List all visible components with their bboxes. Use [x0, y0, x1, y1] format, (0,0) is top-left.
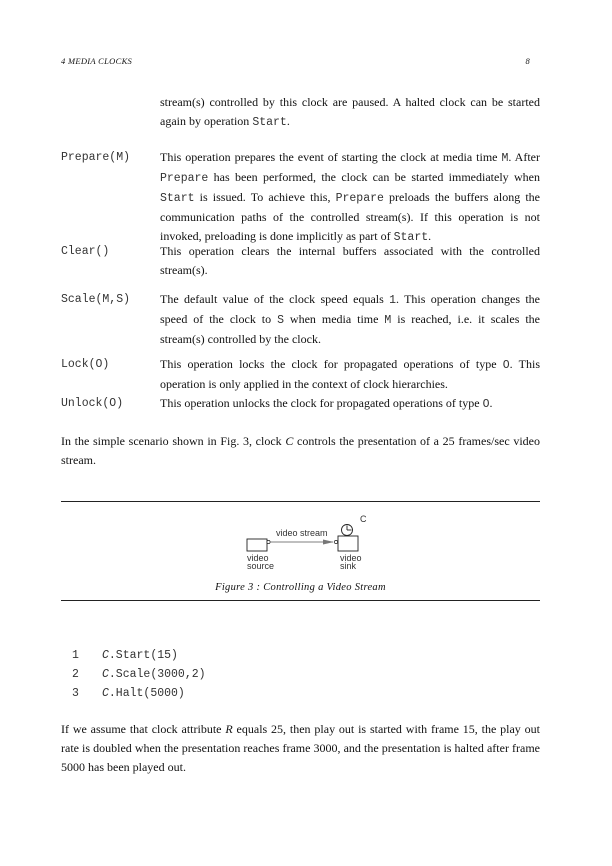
- arrow-head-icon: [323, 540, 334, 545]
- page-number: 8: [525, 56, 530, 66]
- operation-description: This operation prepares the event of starting the clock at media time M. After Prepare has been performed, the clock can be started immediately when Start is issued. To achieve this, Prepare preloads the buffers along the communication paths of the controlled stream(s). If this operation is not invoked, preloading is done implicitly as part of Start.: [160, 150, 540, 244]
- clock-label: C: [360, 514, 367, 524]
- video-sink-box: [338, 536, 358, 551]
- source-label-line2: source: [247, 561, 275, 571]
- running-header: [61, 56, 530, 66]
- operation-name: Scale(M,S): [61, 293, 131, 306]
- figure-bottom-rule: [61, 600, 540, 601]
- sink-port-icon: [334, 540, 337, 543]
- code-line: 1 C.Start(15): [72, 649, 178, 662]
- figure-top-rule: [61, 501, 540, 502]
- sink-label-line1: video: [340, 553, 362, 563]
- operation-name: Unlock(O): [61, 397, 124, 410]
- video-stream-diagram: [230, 510, 390, 572]
- figure-caption: Figure 3 : Controlling a Video Stream: [215, 582, 386, 593]
- code-listing: [72, 646, 206, 703]
- stream-label: video stream: [276, 528, 328, 538]
- conclusion-paragraph: If we assume that clock attribute R equals 25, then play out is started with frame 15, the play out rate is doubled when the presentation reaches frame 3000, and the presentation is halted after frame 5000 has been played out.: [61, 722, 540, 774]
- section-title: 4 MEDIA CLOCKS: [61, 56, 133, 66]
- operation-name: Prepare(M): [61, 151, 131, 164]
- source-port-icon: [267, 540, 270, 543]
- continuation-paragraph: stream(s) controlled by this clock are paused. A halted clock can be started again by operation Start.: [160, 95, 540, 129]
- operation-description: This operation unlocks the clock for propagated operations of type O.: [160, 396, 493, 411]
- code-line: 2 C.Scale(3000,2): [72, 668, 206, 681]
- operation-description: The default value of the clock speed equals 1. This operation changes the speed of the clock to S when media time M is reached, i.e. it scales the stream(s) controlled by the clock.: [160, 292, 540, 346]
- video-source-box: [247, 539, 267, 551]
- operation-description: This operation clears the internal buffers associated with the controlled stream(s).: [160, 244, 540, 277]
- operation-name: Clear(): [61, 245, 110, 258]
- source-label-line1: video: [247, 553, 269, 563]
- code-line: 3 C.Halt(5000): [72, 687, 185, 700]
- scenario-paragraph: In the simple scenario shown in Fig. 3, clock C controls the presentation of a 25 frames/sec video stream.: [61, 434, 540, 467]
- operation-name: Lock(O): [61, 358, 110, 371]
- operation-description: This operation locks the clock for propagated operations of type O. This operation is only applied in the context of clock hierarchies.: [160, 357, 540, 391]
- clock-icon: [342, 525, 353, 536]
- sink-label-line2: sink: [340, 561, 357, 571]
